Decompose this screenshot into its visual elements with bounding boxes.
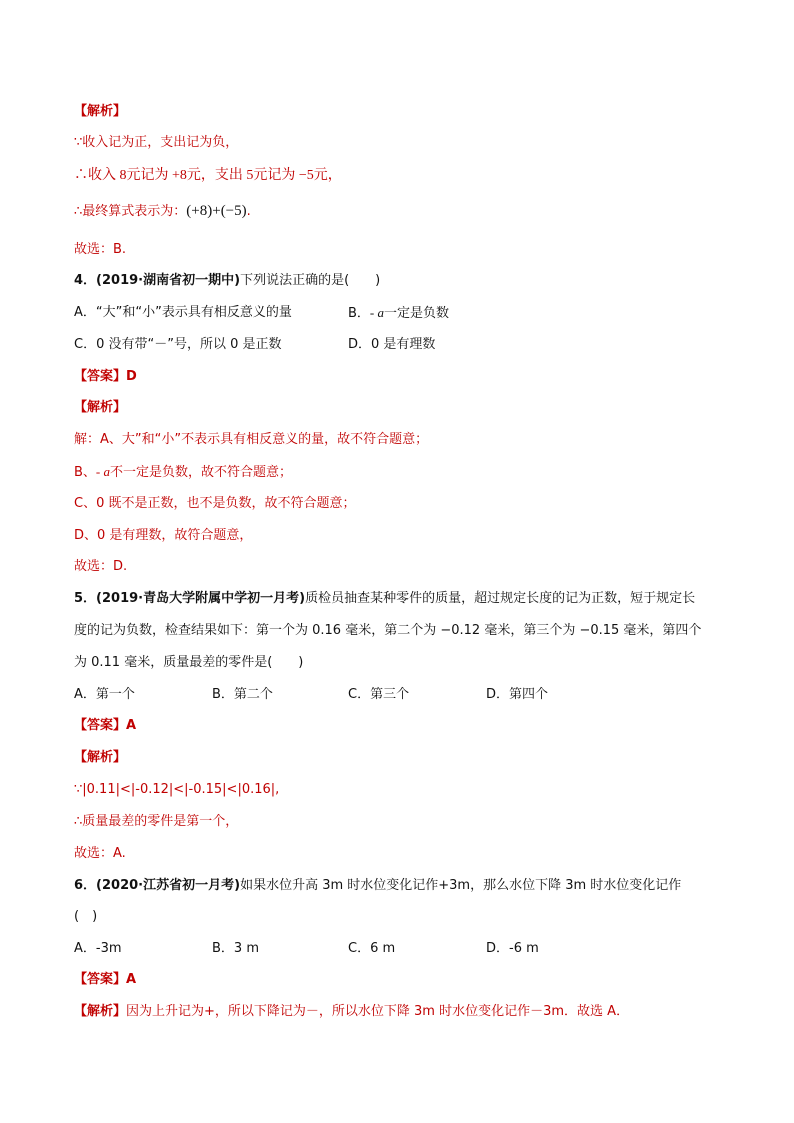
analysis-line <box>74 462 292 483</box>
question-text: 下列说法正确的是( ) <box>240 273 381 288</box>
option-b: B．3 m <box>212 941 259 956</box>
option-c: C．0 没有带“－”号，所以 0 是正数 <box>74 337 282 352</box>
answer-label: 【答案】A <box>74 972 137 987</box>
analysis-text: ∴最终算式表示为： <box>74 204 187 219</box>
answer-label: 【答案】D <box>74 369 137 384</box>
analysis-line: C、0 既不是正数，也不是负数，故不符合题意； <box>74 496 356 511</box>
analysis-text: 不一定是负数，故不符合题意； <box>110 465 293 480</box>
analysis-label: 【解析】 <box>74 1004 127 1019</box>
question-text: 质检员抽查某种零件的质量，超过规定长度的记为正数，短于规定长 <box>305 591 696 606</box>
analysis-line: ∴质量最差的零件是第一个， <box>74 814 239 829</box>
analysis-line: ∴收入 8元记为 +8元，支出 5元记为 −5元， <box>74 168 342 183</box>
analysis-label: 【解析】 <box>74 400 127 415</box>
question-text: ( ) <box>74 909 98 924</box>
option-a: A．-3m <box>74 941 122 956</box>
question-text: 度的记为负数，检查结果如下：第一个为 0.16 毫米，第二个为 −0.12 毫米，第三个为 −0.15 毫米，第四个 <box>74 623 702 638</box>
option-a: A．“大”和“小”表示具有相反意义的量 <box>74 305 292 320</box>
analysis-line: D、0 是有理数，故符合题意， <box>74 528 253 543</box>
option-text: 一定是负数 <box>384 306 450 321</box>
question-number: 5． <box>74 591 97 606</box>
analysis-line: ∵收入记为正，支出记为负， <box>74 135 239 150</box>
question-6-stem <box>74 876 681 896</box>
option-b: B．第二个 <box>212 687 273 702</box>
question-source: (2019·青岛大学附属中学初一月考) <box>96 591 306 606</box>
answer-selection: 故选：A. <box>74 846 126 861</box>
question-number: 6． <box>74 878 97 893</box>
period: . <box>246 204 251 219</box>
option-b <box>348 303 449 324</box>
option-d: D．-6 m <box>486 941 539 956</box>
option-d: D．第四个 <box>486 687 549 702</box>
answer-selection: 故选：D. <box>74 559 128 574</box>
option-c: C．6 m <box>348 941 396 956</box>
analysis-text: B、 <box>74 465 96 480</box>
analysis-label: 【解析】 <box>74 104 127 119</box>
analysis-text: 因为上升记为+，所以下降记为－，所以水位下降 3m 时水位变化记作－3m．故选 A． <box>126 1004 630 1019</box>
question-5-stem <box>74 589 695 609</box>
analysis-line <box>74 201 251 222</box>
option-d: D．0 是有理数 <box>348 337 436 352</box>
answer-selection: 故选：B. <box>74 242 127 257</box>
question-4-stem <box>74 271 380 291</box>
option-c: C．第三个 <box>348 687 410 702</box>
formula: (+8)+(−5) <box>186 203 247 219</box>
question-text: 如果水位升高 3m 时水位变化记作+3m，那么水位下降 3m 时水位变化记作 <box>240 878 682 893</box>
option-label: B． <box>348 306 370 321</box>
analysis-line: ∵|0.11|<|-0.12|<|-0.15|<|0.16|, <box>74 782 280 797</box>
answer-label: 【答案】A <box>74 718 137 733</box>
question-source: (2019·湖南省初一期中) <box>96 273 241 288</box>
analysis-label: 【解析】 <box>74 750 127 765</box>
analysis-line: 解：A、大”和“小”不表示具有相反意义的量，故不符合题意； <box>74 432 429 447</box>
analysis-line <box>74 1002 629 1022</box>
question-source: (2020·江苏省初一月考) <box>96 878 241 893</box>
variable-a: - a <box>369 305 385 320</box>
question-number: 4． <box>74 273 97 288</box>
question-text: 为 0.11 毫米，质量最差的零件是( ) <box>74 655 304 670</box>
option-a: A．第一个 <box>74 687 135 702</box>
variable-a: - a <box>95 464 111 479</box>
